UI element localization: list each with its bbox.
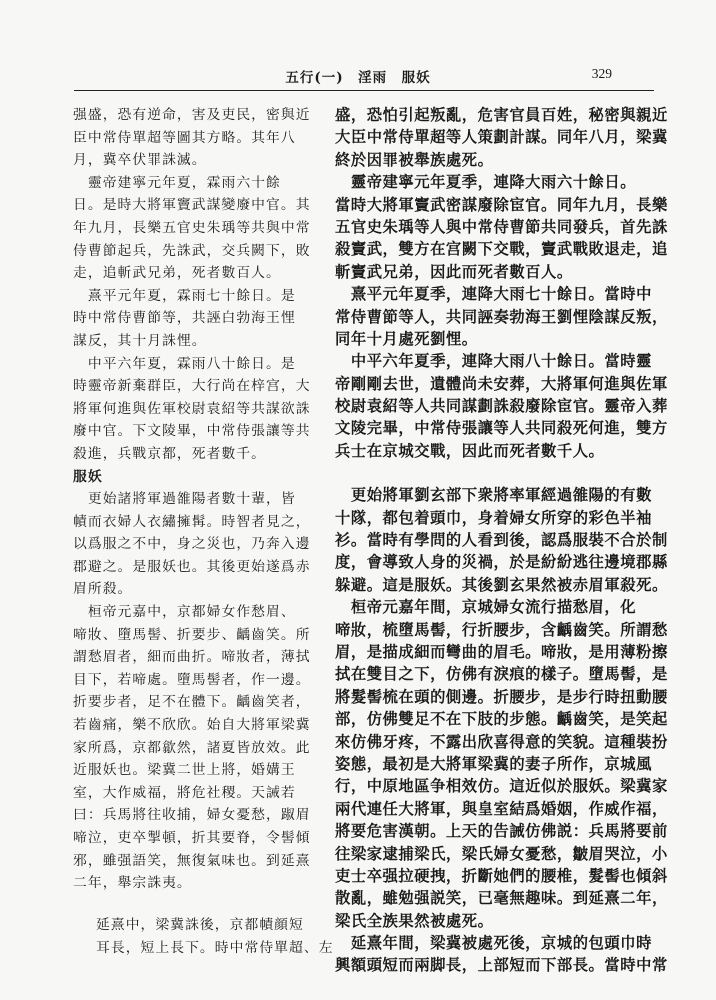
text-line: 姿態，最初是大將軍梁冀的妻子所作，京城風 [335,754,652,773]
text-line: 啼妝，梳墮馬髻，行折腰步，含齲齒笑。所謂愁 [335,620,668,639]
section-heading: 服妖 [73,468,103,485]
text-line: 同年十月處死劉悝。 [335,329,478,348]
text-line: 月，冀卒伏罪誅滅。 [73,152,207,169]
text-line: 目下，若啼處。墮馬髻者，作一邊。 [73,671,311,688]
text-line: 熹平元年夏季，連降大雨七十餘日。當時中 [335,285,652,304]
text-line: 曰：兵馬將往收捕，婦女憂愁，踧眉 [73,807,311,824]
text-line: 臣中常侍單超等圖其方略。其年八 [73,129,296,146]
text-line: 時中常侍曹節等，共誣白勃海王悝 [73,310,296,327]
text-line: 靈帝建寧元年夏季，連降大雨六十餘日。 [335,173,637,192]
text-line: 兵士在京城交戰，因此而死者數千人。 [335,441,605,460]
text-line: 靈帝建寧元年夏，霖雨六十餘 [73,174,281,191]
text-line: 强盛，恐有逆命，害及吏民，密與近 [73,107,311,123]
text-line: 校尉袁紹等人共同謀劃誅殺廢除宦官。靈帝入葬 [335,397,668,416]
text-line: 殺竇武，雙方在宫闕下交戰，竇武戰敗退走，追 [335,240,668,259]
text-line: 二年，舉宗誅夷。 [73,875,192,892]
text-line: 大臣中常侍單超等人策劃計謀。同年八月，梁冀 [335,128,668,147]
text-line: 中平六年夏，霖雨八十餘日。是 [73,355,296,372]
text-line: 斬竇武兄弟，因此而死者數百人。 [335,262,573,281]
text-line: 度，會導致人身的災禍，於是紛紛逃往邊境郡縣 [335,553,668,572]
page-number: 329 [591,66,612,81]
text-line: 帝剛剛去世，遺體尚未安葬，大將軍何進與佐軍 [335,374,668,393]
text-line: 時靈帝新棄群臣，大行尚在梓宫，大 [73,378,311,395]
text-line: 來仿佛牙疼，不露出欣喜得意的笑貌。這種裝扮 [335,732,668,751]
text-line: 謀反，其十月誅悝。 [73,332,207,349]
text-line: 行，中原地區争相效仿。這近似於服妖。梁冀家 [335,777,668,796]
text-line: 將髮髻梳在頭的側邊。折腰步，是步行時扭動腰 [335,687,668,706]
text-line: 謂愁眉者，細而曲折。啼妝者，薄拭 [73,649,311,666]
text-line: 散亂，雖勉强説笑，已毫無趣味。到延熹二年， [335,889,668,908]
text-line: 以爲服之不中，身之災也，乃奔入邊 [73,536,311,553]
text-line: 桓帝元嘉中，京都婦女作愁眉、 [73,604,296,621]
text-line: 興額頭短而兩脚長，上部短而下部長。當時中常 [335,956,668,975]
text-line: 延熹年間，梁冀被處死後，京城的包頭巾時 [335,934,652,953]
text-line: 廢中官。下文陵畢，中常侍張讓等共 [73,423,311,440]
text-line: 耳長，短上長下。時中常侍單超、左 [96,939,334,956]
text-line: 吏士卒强拉硬拽，折斷她們的腰椎，髮髻也傾斜 [335,866,668,885]
section-gap [335,462,668,484]
text-line: 近服妖也。梁冀二世上將，婚媾王 [73,762,296,779]
text-line: 文陵完畢，中常侍張讓等人共同殺死何進，雙方 [335,419,668,438]
text-line: 折要步者，足不在體下。齲齒笑者， [73,694,311,711]
text-line: 幘而衣婦人衣繡擁髯。時智者見之， [73,513,311,530]
left-column-continuation [96,914,334,959]
text-line: 往梁家逮捕梁氏，梁氏婦女憂愁，皺眉哭泣，小 [335,844,668,863]
text-line: 走，追斬武兄弟，死者數百人。 [73,265,281,282]
text-line: 十隊，都包着頭巾，身着婦女所穿的彩色半袖 [335,508,652,527]
text-line: 五官史朱瑀等人與中常侍曹節共同發兵，首先誅 [335,217,668,236]
text-line: 日。是時大將軍竇武謀變廢中官。其 [73,197,311,214]
text-line: 更始諸將軍過雒陽者數十輩，皆 [73,491,296,508]
text-line: 將要危害漢朝。上天的告誡仿佛説：兵馬將要前 [335,822,668,841]
text-line: 眉，是描成細而彎曲的眉毛。啼妝，是用薄粉擦 [335,642,668,661]
text-line: 若齒痛，樂不欣欣。始自大將軍梁冀 [73,717,311,734]
text-line: 部，仿佛雙足不在下肢的步態。齲齒笑，是笑起 [335,710,668,729]
text-line: 梁氏全族果然被處死。 [335,911,494,930]
text-line: 啼妝、墮馬髻、折要步、齲齒笑。所 [73,626,311,643]
text-line: 衫。當時有學問的人看到後，認爲服裝不合於制 [335,531,668,550]
text-line: 邪，雖强語笑，無復氣味也。到延熹 [73,852,311,869]
text-line: 躲避。這是服妖。其後劉玄果然被赤眉軍殺死。 [335,575,668,594]
text-line: 更始將軍劉玄部下衆將率軍經過雒陽的有數 [335,486,652,505]
text-line: 年九月，長樂五官史朱瑀等共與中常 [73,219,311,236]
header-rule [74,90,654,91]
text-line: 桓帝元嘉年間，京城婦女流行描愁眉，化 [335,598,637,617]
text-line: 盛，恐怕引起叛亂，危害官員百姓，秘密與親近 [335,106,668,124]
text-line: 兩代連任大將軍，與皇室結爲婚姻，作威作福， [335,799,668,818]
text-line: 延熹中，梁冀誅後，京都幘顔短 [96,917,304,933]
left-column-classical-text [73,104,311,895]
text-line: 常侍曹節等人，共同誣奏勃海王劉悝陰謀反叛， [335,307,668,326]
text-line: 家所爲，京都歙然，諸夏皆放效。此 [73,739,311,756]
text-line: 侍曹節起兵，先誅武，交兵闕下，敗 [73,242,311,259]
text-line: 終於因罪被舉族處死。 [335,150,494,169]
right-column-translation [335,104,668,977]
text-line: 啼泣，吏卒掣頓，折其要脊，令髻傾 [73,830,311,846]
running-title: 五行(一) 淫雨 服妖 [285,70,431,86]
text-line: 熹平元年夏，霖雨七十餘日。是 [73,287,296,304]
running-header [0,66,716,88]
text-line: 郡避之。是服妖也。其後更始遂爲赤 [73,558,311,575]
text-line: 殺進，兵戰京都，死者數千。 [73,445,267,462]
text-line: 室，大作威福，將危社稷。天誡若 [73,784,296,801]
text-line: 將軍何進與佐軍校尉袁紹等共謀欲誅 [73,400,311,417]
text-line: 中平六年夏季，連降大雨八十餘日。當時靈 [335,352,652,371]
text-line: 當時大將軍竇武密謀廢除宦官。同年九月，長樂 [335,195,668,214]
text-line: 拭在雙目之下，仿佛有淚痕的樣子。墮馬髻，是 [335,665,668,684]
text-line: 眉所殺。 [73,581,133,598]
